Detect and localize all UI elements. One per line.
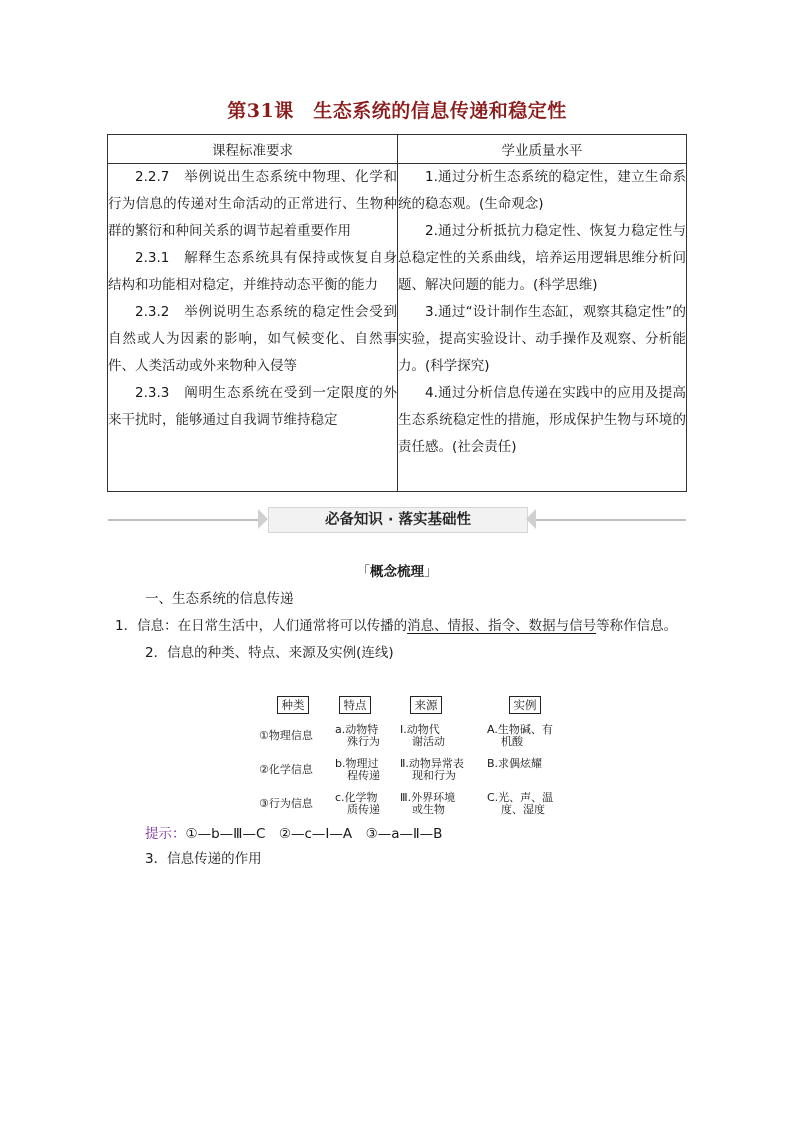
body-section [115, 586, 683, 667]
diagram-example-item [487, 792, 553, 816]
concept-heading [0, 560, 794, 580]
standard-item: 2.2.7 举例说出生态系统中物理、化学和行为信息的传递对生命活动的正常进行、生物种群的繁衍和种间关系的调节起着重要作用 [108, 169, 397, 239]
bracket-close: 」 [424, 564, 438, 580]
diagram-header-source: 来源 [410, 696, 442, 714]
diagram-source-item [400, 724, 445, 748]
source-line: 或生物 [412, 803, 445, 816]
diagram-type-item: ③行为信息 [259, 797, 313, 810]
section-banner-title: 必备知识 · 落实基础性 [268, 507, 528, 533]
feature-line: 程传递 [347, 769, 380, 782]
diagram-example-item [487, 724, 553, 748]
source-line: Ⅰ.动物代 [400, 723, 440, 736]
lesson-title: 第31课 生态系统的信息传递和稳定性 [227, 100, 567, 122]
hint-answer: ①—b—Ⅲ—C ②—c—Ⅰ—A ③—a—Ⅱ—B [185, 826, 443, 842]
example-line: C.光、声、温 [487, 791, 554, 804]
item-1-underlined: 消息、情报、指令、数据与信号 [407, 618, 597, 634]
hint-label: 提示： [145, 826, 186, 842]
diagram-feature-item [335, 724, 380, 748]
feature-line: b.物理过 [335, 757, 379, 770]
concept-heading-text: 概念梳理 [370, 564, 424, 580]
matching-diagram [255, 696, 575, 818]
diagram-feature-item [335, 758, 380, 782]
example-line: 机酸 [501, 735, 523, 748]
answer-hint [145, 822, 442, 846]
banner-divider-right [536, 519, 686, 521]
diagram-source-item [400, 792, 455, 816]
banner-divider-left [108, 519, 258, 521]
example-line: A.生物碱、有 [487, 723, 553, 736]
table-header-quality: 学业质量水平 [398, 135, 687, 164]
quality-item: 2.通过分析抵抗力稳定性、恢复力稳定性与总稳定性的关系曲线，培养运用逻辑思维分析问题、解决问题的能力。(科学思维) [398, 223, 686, 293]
banner-arrow-right-icon [526, 509, 536, 529]
feature-line: 殊行为 [347, 735, 380, 748]
example-line: B.求偶炫耀 [487, 757, 543, 770]
diagram-source-item [400, 758, 464, 782]
curriculum-table [107, 134, 687, 492]
feature-line: a.动物特 [335, 723, 379, 736]
banner-arrow-left-icon [258, 509, 268, 529]
item-1-prefix: 1．信息：在日常生活中，人们通常将可以传播的 [115, 618, 408, 634]
diagram-type-item: ①物理信息 [259, 729, 313, 742]
feature-line: c.化学物 [335, 791, 378, 804]
source-line: 谢活动 [412, 735, 445, 748]
diagram-header-example: 实例 [509, 696, 541, 714]
quality-item: 3.通过“设计制作生态缸，观察其稳定性”的实验，提高实验设计、动手操作及观察、分析能力。(科学探究) [398, 304, 686, 374]
table-header-standards: 课程标准要求 [108, 135, 398, 164]
quality-cell [398, 164, 687, 492]
source-line: Ⅲ.外界环境 [400, 791, 456, 804]
diagram-header-type: 种类 [277, 696, 309, 714]
diagram-example-item [487, 758, 542, 770]
feature-line: 质传递 [347, 803, 380, 816]
item-1-suffix: 等称作信息。 [596, 618, 678, 634]
section-banner [108, 506, 686, 532]
item-2: 2．信息的种类、特点、来源及实例(连线) [145, 645, 394, 661]
standards-cell [108, 164, 398, 492]
diagram-feature-item [335, 792, 380, 816]
quality-item: 4.通过分析信息传递在实践中的应用及提高生态系统稳定性的措施，形成保护生物与环境的责任感。(社会责任) [398, 385, 686, 455]
example-line: 度、湿度 [501, 803, 545, 816]
standard-item: 2.3.2 举例说明生态系统的稳定性会受到自然或人为因素的影响，如气候变化、自然事件、人类活动或外来物种入侵等 [108, 304, 397, 374]
diagram-type-item: ②化学信息 [259, 763, 313, 776]
standard-item: 2.3.1 解释生态系统具有保持或恢复自身结构和功能相对稳定，并维持动态平衡的能力 [108, 250, 397, 293]
diagram-header-feature: 特点 [339, 696, 371, 714]
source-line: 现和行为 [412, 769, 456, 782]
source-line: Ⅱ.动物异常表 [400, 757, 464, 770]
section-heading: 一、生态系统的信息传递 [145, 591, 294, 607]
quality-item: 1.通过分析生态系统的稳定性，建立生命系统的稳态观。(生命观念) [398, 169, 686, 212]
item-1 [115, 613, 683, 640]
item-3: 3．信息传递的作用 [145, 851, 262, 867]
bracket-open: 「 [356, 564, 370, 580]
standard-item: 2.3.3 阐明生态系统在受到一定限度的外来干扰时，能够通过自我调节维持稳定 [108, 385, 397, 428]
